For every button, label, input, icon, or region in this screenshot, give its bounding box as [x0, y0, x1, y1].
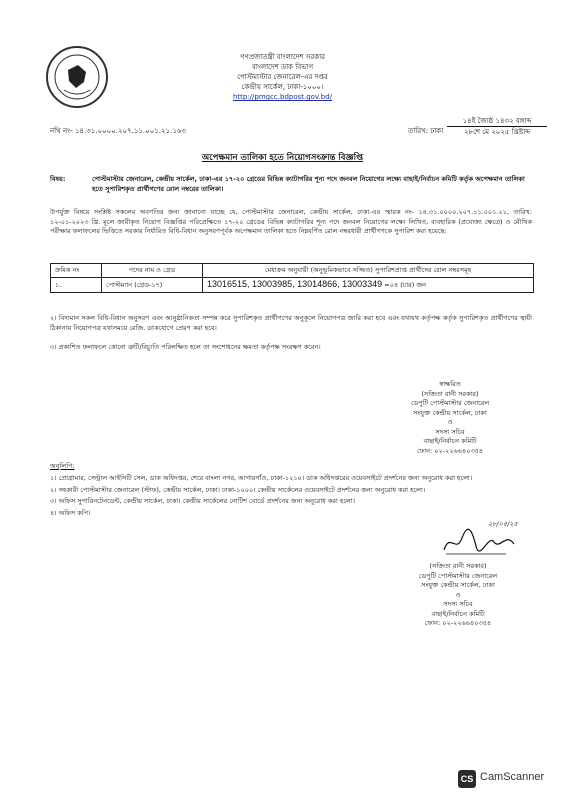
cc-item-1: ১। প্রোগ্রামার, সেন্ট্রাল আইসিটি সেল, ডাক অধিদপ্তর, শেরে বাংলা নগর, আগারগাঁও, ঢাকা-১২১০। ডাক অধিদপ্তরের ওয়েবসাইটে প্রদর্শনের জন্য অনুরোধ করা হলো।: [50, 474, 473, 482]
subject-text: পোস্টমাস্টার জেনারেল, কেন্দ্রীয় সার্কেল, ঢাকা-এর ১৭-২০ গ্রেডের বিভিন্ন ক্যাটাগরির শূন্য পদে জনবল নিয়োগের লক্ষ্যে বাছাই/নির্বাচন কমিটি কর্তৃক অপেক্ষমান তালিকা হতে সুপারিশকৃত প্রার্থীগণের রোল নম্বরের তালিকা।: [92, 175, 525, 193]
header-rolls: মেধাক্রম অনুযায়ী (অনুভূমিকভাবে সজ্জিত) সুপারিশপ্রাপ্ত প্রার্থীদের রোল নম্বরসমূহ: [203, 264, 534, 278]
roll-table: [50, 263, 534, 293]
row-rolls-cell: [203, 278, 534, 293]
body-paragraph: উপর্যুক্ত বিষয়ে সংশ্লিষ্ট সকলের অবগতির জন্য জানানো যাচ্ছে যে, পোস্টমাস্টার জেনারেল, কেন্দ্রীয় সার্কেল, ঢাকা-এর স্মারক নং- ১৪.৩১.০০০০.২০৭.১১.০০১.২১, তারিখ: ১২-০১-২০২৩ খ্রি. মূলে জারীকৃত নিয়োগ বিজ্ঞপ্তির পরিপ্রেক্ষিতে ১৭-২০ গ্রেডের বিভিন্ন ক্যাটাগরির শূন্য পদে জনবল নিয়োগের লক্ষ্যে লিখিত, ব্যবহারিক (প্রযোজ্য ক্ষেত্রে) ও মৌখিক পরীক্ষার ফলাফলের ভিত্তিতে সরকার নির্ধারিত বিধি-বিধান অনুসরণপূর্বক অপেক্ষমান তালিকা হতে নিম্নবর্ণিত রোল নম্বরধারী প্রার্থীগণকে সুপারিশ করা হয়েছে:: [50, 208, 532, 235]
signatory-line-2: সংযুক্ত কেন্দ্রীয় সার্কেল, ঢাকা: [413, 408, 487, 417]
signature-block-2: [388, 562, 528, 629]
row-post: পোস্টম্যান (গ্রেড-১৭): [102, 278, 203, 293]
point-3: ৩। প্রকাশিত ফলাফলে কোনো ত্রুটি/বিচ্যুতি পরিলক্ষিত হলে তা সংশোধনের ক্ষমতা কর্তৃপক্ষ সংরক্ষণ করেন।: [50, 343, 321, 351]
letterhead-line-4: কেন্দ্রীয় সার্কেল, ঢাকা-১০০০।: [241, 83, 324, 91]
point-2: ২। বিদ্যমান সকল বিধি-বিধান অনুসরণ এবং আনুষ্ঠানিকতা সম্পন্ন করে সুপারিশকৃত প্রার্থীগণের অনুকূলে নিয়োগপত্র জারি করা হবে এবং যথাযথ কর্তৃপক্ষ কর্তৃক সুপারিশকৃত প্রার্থীগণের স্থায়ী ঠিকানায় নিয়োগপত্র যথাসময়ে রেজি. ডাকযোগে প্রেরণ করা হবে।: [50, 314, 532, 332]
signature-block-1: [380, 380, 520, 456]
signature-date: ২৮/০৫/২৫: [488, 520, 518, 528]
handwritten-signature: [436, 520, 526, 560]
table-row: [51, 278, 534, 293]
signatory-line-3: ও: [447, 418, 453, 426]
signatory-line-4: সদস্য সচিব: [435, 427, 465, 436]
letterhead-line-2: বাংলাদেশ ডাক বিভাগ: [251, 63, 314, 71]
header-serial: ক্রমিক নং: [51, 264, 102, 278]
notice-title: অপেক্ষমান তালিকা হতে নিয়োগসংক্রান্ত বিজ্ঞপ্তি: [201, 153, 364, 163]
signatory-2-line-4: সদস্য সচিব: [443, 600, 473, 608]
camscanner-watermark: [458, 768, 558, 790]
signatory-2-phone: ফোন: ০২-২২৬৬৪০৩৫৪: [424, 619, 492, 627]
emblem-icon: [48, 48, 106, 106]
row-serial: ১.: [51, 278, 102, 293]
date-block: [447, 116, 547, 137]
roll-count: =০৪ (চার) জন: [384, 281, 427, 289]
table-header-row: [51, 264, 534, 278]
signatory-name: (সজিতা রানী সরকার): [421, 389, 479, 398]
date-label: তারিখ: ঢাকা: [408, 127, 444, 135]
signatory-line-5: বাছাই/নির্বাচন কমিটি: [423, 437, 477, 445]
memo-number: নথি নং- ১৪.৩১.০০০০.২০৭.১১.০০১.২১.১৬৩: [50, 127, 186, 135]
date-bangla: ১৪ই জ্যৈষ্ঠ ১৪৩২ বঙ্গাব্দ: [447, 116, 547, 127]
letterhead-line-1: গণপ্রজাতন্ত্রী বাংলাদেশ সরকার: [240, 53, 325, 61]
subject-label: বিষয়:: [50, 175, 66, 183]
camscanner-logo-icon: CS: [458, 770, 476, 788]
letterhead: [170, 52, 395, 102]
website-link[interactable]: http://pmgcc.bdpost.gov.bd/: [232, 93, 333, 101]
roll-numbers: 13016515, 13003985, 13014866, 13003349: [207, 279, 383, 289]
signed-label: স্বাক্ষরিত: [439, 380, 461, 388]
signatory-2-line-3: ও: [455, 590, 461, 599]
cc-item-4: ৪। অফিস কপি।: [50, 508, 91, 517]
cc-list: [50, 474, 532, 518]
government-emblem: [46, 46, 108, 108]
signatory-2-name: (সজিতা রানী সরকার): [429, 562, 487, 570]
signatory-2-line-1: ডেপুটি পোস্টমাস্টার জেনারেল: [418, 571, 498, 580]
date-english: ২৮শে মে ২০২৫ খ্রিষ্টাব্দ: [463, 128, 531, 136]
signatory-line-1: ডেপুটি পোস্টমাস্টার জেনারেল: [410, 399, 490, 407]
signatory-2-line-2: সংযুক্ত কেন্দ্রীয় সার্কেল, ঢাকা: [421, 581, 495, 589]
header-post: পদের নাম ও গ্রেড: [102, 264, 203, 278]
letterhead-line-3: পোস্টমাস্টার জেনারেল-এর দপ্তর: [237, 73, 328, 81]
signatory-2-line-5: বাছাই/নির্বাচন কমিটি: [431, 609, 485, 618]
signatory-phone: ফোন: ০২-২২৬৬৪০৩৫৪: [416, 446, 484, 455]
cc-item-3: ৩। অফিস সুপারিনটেনডেন্ট, কেন্দ্রীয় সার্কেল, ঢাকা। কেন্দ্রীয় সার্কেলের নোটিশ বোর্ডে প্রদর্শনের জন্য অনুরোধ করা হলো।: [50, 497, 355, 505]
cc-item-2: ২। সহকারী পোস্টমাস্টার জেনারেল (স্টাফ), কেন্দ্রীয় সার্কেল, ঢাকা। ঢাকা-১০০০। কেন্দ্রীয় সার্কেলের ওয়েবসাইটে প্রদর্শনের জন্য অনুরোধ করা হলো।: [50, 485, 426, 494]
cc-label: অনুলিপি:: [50, 462, 75, 470]
camscanner-name: CamScanner: [480, 771, 545, 783]
